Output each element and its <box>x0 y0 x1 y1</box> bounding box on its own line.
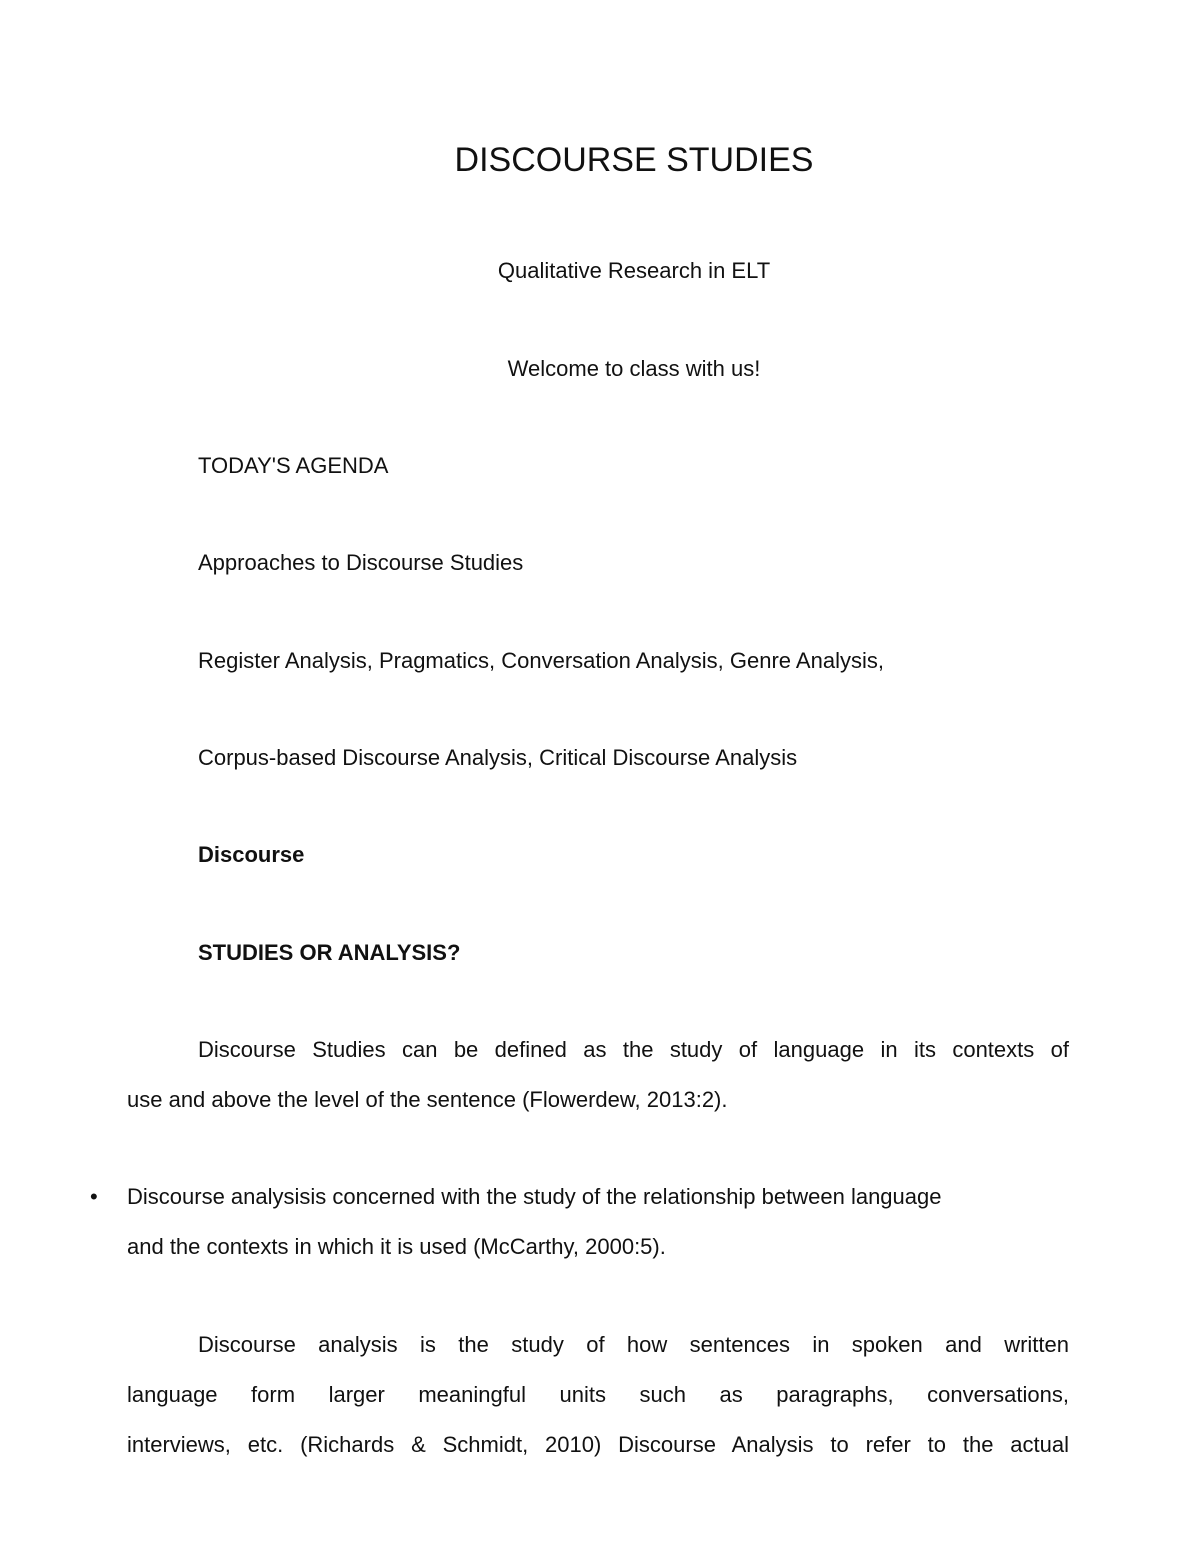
bullet-line-1: Discourse analysisis concerned with the study of the relationship between language <box>127 1184 942 1209</box>
analysis-paragraph <box>127 1330 1069 1460</box>
agenda-item-analyses-1: Register Analysis, Pragmatics, Conversation Analysis, Genre Analysis, <box>198 648 884 673</box>
definition-paragraph <box>127 1035 1069 1115</box>
analysis-line-3: interviews, etc. (Richards & Schmidt, 2010) Discourse Analysis to refer to the actual <box>127 1432 1069 1457</box>
section-heading: Discourse <box>198 842 305 867</box>
agenda-item-approaches: Approaches to Discourse Studies <box>198 550 524 575</box>
agenda-item-analyses-2: Corpus-based Discourse Analysis, Critical Discourse Analysis <box>198 745 798 770</box>
section-question: STUDIES OR ANALYSIS? <box>198 940 461 965</box>
analysis-line-2: language form larger meaningful units such as paragraphs, conversations, <box>127 1382 1069 1407</box>
bullet-icon: • <box>90 1184 98 1209</box>
analysis-line-1: Discourse analysis is the study of how sentences in spoken and written <box>198 1332 1069 1357</box>
bullet-line-2: and the contexts in which it is used (McCarthy, 2000:5). <box>127 1234 666 1259</box>
welcome-line: Welcome to class with us! <box>507 356 761 381</box>
definition-line-2: use and above the level of the sentence (Flowerdew, 2013:2). <box>127 1087 728 1112</box>
definition-line-1: Discourse Studies can be defined as the study of language in its contexts of <box>198 1037 1069 1062</box>
agenda-heading: TODAY'S AGENDA <box>198 453 389 478</box>
document-subtitle: Qualitative Research in ELT <box>497 258 771 283</box>
bullet-paragraph <box>127 1182 1069 1262</box>
document-title: DISCOURSE STUDIES <box>454 141 814 179</box>
